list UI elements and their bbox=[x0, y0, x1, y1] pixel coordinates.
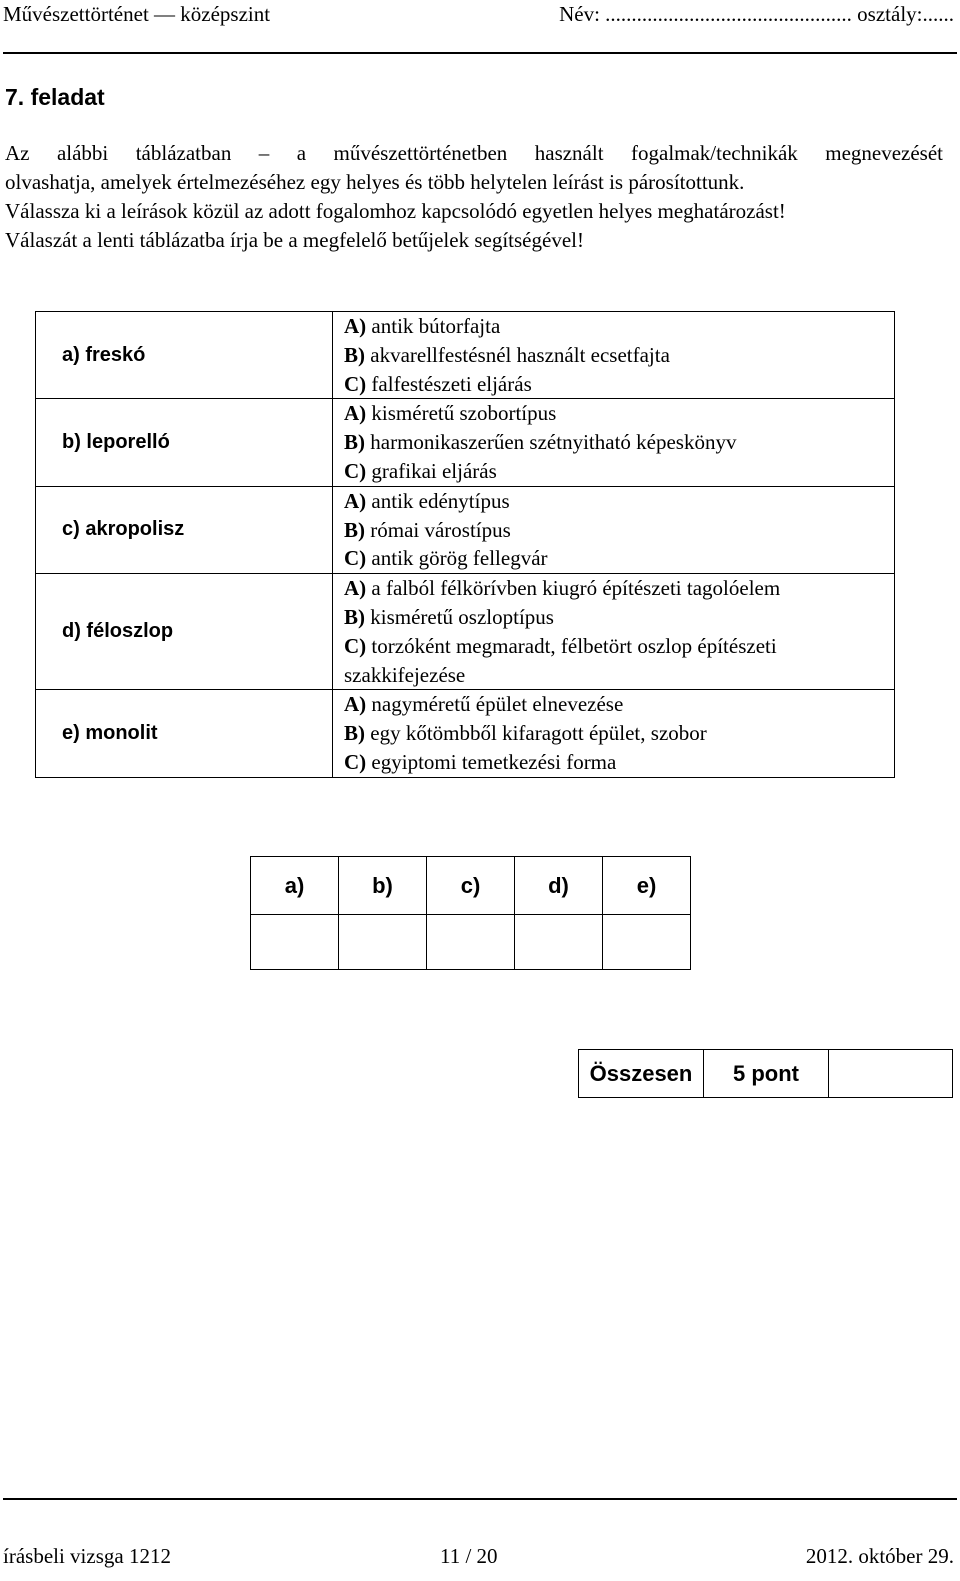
answer-header: d) bbox=[515, 857, 603, 915]
total-points: 5 pont bbox=[704, 1050, 829, 1098]
item-row bbox=[36, 690, 895, 777]
footer-date: 2012. október 29. bbox=[805, 1544, 954, 1568]
answer-header-row bbox=[251, 857, 691, 915]
option: B) egy kőtömbből kifaragott épület, szobor bbox=[344, 721, 707, 746]
option: A) antik bútorfajta bbox=[344, 314, 501, 338]
option: B) római várostípus bbox=[344, 517, 511, 542]
footer-exam-id: írásbeli vizsga 1212 bbox=[3, 1544, 171, 1568]
option: B) harmonikaszerűen szétnyitható képeskönyv bbox=[344, 430, 737, 455]
footer-page-number: 11 / 20 bbox=[440, 1544, 498, 1568]
answer-table bbox=[250, 856, 691, 970]
answer-cell-c[interactable] bbox=[427, 915, 515, 970]
term-cell: c) akropolisz bbox=[36, 486, 333, 573]
header-subject: Művészettörténet — középszint bbox=[3, 2, 271, 26]
option: C) torzóként megmaradt, félbetört oszlop építészeti szakkifejezése bbox=[344, 633, 777, 687]
total-score-table bbox=[578, 1049, 953, 1098]
instruction-line: Az alábbi táblázatban – a művészettörténetben használt fogalmak/technikák megnevezését bbox=[5, 141, 943, 165]
options-cell bbox=[333, 486, 895, 573]
instruction-line: Válassza ki a leírások közül az adott fogalomhoz kapcsolódó egyetlen helyes meghatározást! bbox=[5, 199, 786, 223]
option: B) akvarellfestésnél használt ecsetfajta bbox=[344, 342, 670, 367]
term-cell: a) freskó bbox=[36, 312, 333, 399]
option: A) kisméretű szobortípus bbox=[344, 401, 557, 426]
page-header bbox=[0, 0, 960, 30]
matching-table bbox=[35, 311, 895, 778]
answer-header: a) bbox=[251, 857, 339, 915]
item-row bbox=[36, 574, 895, 690]
option: C) falfestészeti eljárás bbox=[344, 371, 532, 396]
option: C) antik görög fellegvár bbox=[344, 546, 548, 571]
item-row bbox=[36, 312, 895, 399]
answer-header: b) bbox=[339, 857, 427, 915]
options-cell bbox=[333, 690, 895, 777]
answer-cell-b[interactable] bbox=[339, 915, 427, 970]
options-cell bbox=[333, 399, 895, 486]
task-instructions bbox=[5, 139, 943, 255]
instruction-line: olvashatja, amelyek értelmezéséhez egy helyes és több helytelen leírást is párosítottunk. bbox=[5, 170, 745, 194]
option: A) nagyméretű épület elnevezése bbox=[344, 692, 624, 717]
option: C) egyiptomi temetkezési forma bbox=[344, 749, 617, 774]
answer-cell-a[interactable] bbox=[251, 915, 339, 970]
footer-rule bbox=[3, 1498, 957, 1500]
options-cell bbox=[333, 312, 895, 399]
header-name-class-field: Név: ............................................... osztály:...... bbox=[559, 2, 954, 26]
instruction-line: Válaszát a lenti táblázatba írja be a megfelelő betűjelek segítségével! bbox=[5, 228, 584, 252]
term-cell: e) monolit bbox=[36, 690, 333, 777]
item-row bbox=[36, 399, 895, 486]
item-row bbox=[36, 486, 895, 573]
total-label: Összesen bbox=[579, 1050, 704, 1098]
option: C) grafikai eljárás bbox=[344, 458, 497, 483]
answer-input-row bbox=[251, 915, 691, 970]
option: A) antik edénytípus bbox=[344, 488, 510, 513]
option: B) kisméretű oszloptípus bbox=[344, 604, 554, 629]
options-cell bbox=[333, 574, 895, 690]
term-cell: d) féloszlop bbox=[36, 574, 333, 690]
answer-cell-d[interactable] bbox=[515, 915, 603, 970]
term-cell: b) leporelló bbox=[36, 399, 333, 486]
header-rule bbox=[3, 52, 957, 54]
answer-cell-e[interactable] bbox=[603, 915, 691, 970]
answer-header: e) bbox=[603, 857, 691, 915]
task-title: 7. feladat bbox=[5, 84, 105, 110]
option: A) a falból félkörívben kiugró építészeti tagolóelem bbox=[344, 576, 781, 601]
score-cell[interactable] bbox=[829, 1050, 953, 1098]
answer-header: c) bbox=[427, 857, 515, 915]
